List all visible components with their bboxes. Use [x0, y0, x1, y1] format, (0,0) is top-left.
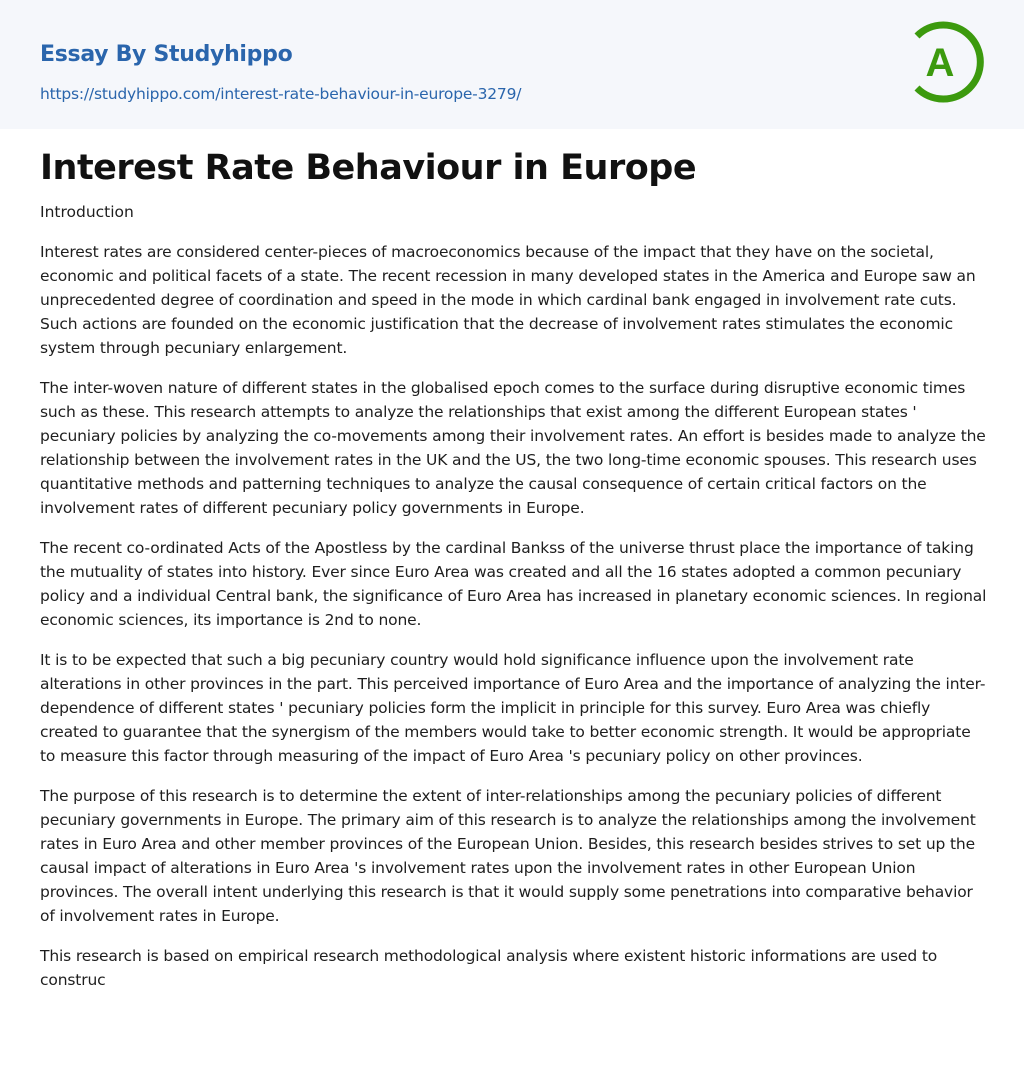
svg-text:A: A: [925, 41, 955, 85]
essay-body: [40, 200, 990, 1008]
paragraph: The inter-woven nature of different states in the globalised epoch comes to the surface during disruptive economic times such as these. This research attempts to analyze the relationships that exist among the different European states ' pecuniary policies by analyzing the co-movements among their involvement rates. An effort is besides made to analyze the relationship between the involvement rates in the UK and the US, the two long-time economic spouses. This research uses quantitative methods and patterning techniques to analyze the causal consequence of certain critical factors on the involvement rates of different pecuniary policy governments in Europe.: [40, 379, 986, 517]
section-heading: Introduction: [40, 203, 134, 221]
paragraph: The recent co-ordinated Acts of the Apostless by the cardinal Bankss of the universe thrust place the importance of taking the mutuality of states into history. Ever since Euro Area was created and all the 16 states adopted a common pecuniary policy and a individual Central bank, the significance of Euro Area has increased in planetary economic sciences. In regional economic sciences, its importance is 2nd to none.: [40, 539, 987, 629]
paragraph: The purpose of this research is to determine the extent of inter-relationships among the pecuniary policies of different pecuniary governments in Europe. The primary aim of this research is to analyze the relationships among the involvement rates in Euro Area and other member provinces of the European Union. Besides, this research besides strives to set up the causal impact of alterations in Euro Area 's involvement rates upon the involvement rates in other European Union provinces. The overall intent underlying this research is that it would supply some penetrations into comparative behavior of involvement rates in Europe.: [40, 787, 976, 925]
studyhippo-logo-icon: [905, 18, 989, 106]
paragraph: This research is based on empirical research methodological analysis where existent historic informations are used to construc: [40, 947, 938, 989]
essay-url-link[interactable]: https://studyhippo.com/interest-rate-behaviour-in-europe-3279/: [40, 85, 522, 103]
paragraph: Interest rates are considered center-pieces of macroeconomics because of the impact that they have on the societal, economic and political facets of a state. The recent recession in many developed states in the America and Europe saw an unprecedented degree of coordination and speed in the mode in which cardinal bank engaged in involvement rate cuts. Such actions are founded on the economic justification that the decrease of involvement rates stimulates the economic system through pecuniary enlargement.: [40, 243, 976, 357]
page-title: Interest Rate Behaviour in Europe: [40, 148, 697, 188]
paragraph: It is to be expected that such a big pecuniary country would hold significance influence upon the involvement rate alterations in other provinces in the part. This perceived importance of Euro Area and the importance of analyzing the inter-dependence of different states ' pecuniary policies form the implicit in principle for this survey. Euro Area was chiefly created to guarantee that the synergism of the members would take to better economic strength. It would be appropriate to measure this factor through measuring of the impact of Euro Area 's pecuniary policy on other provinces.: [40, 651, 986, 765]
brand-title: Essay By Studyhippo: [40, 42, 293, 67]
